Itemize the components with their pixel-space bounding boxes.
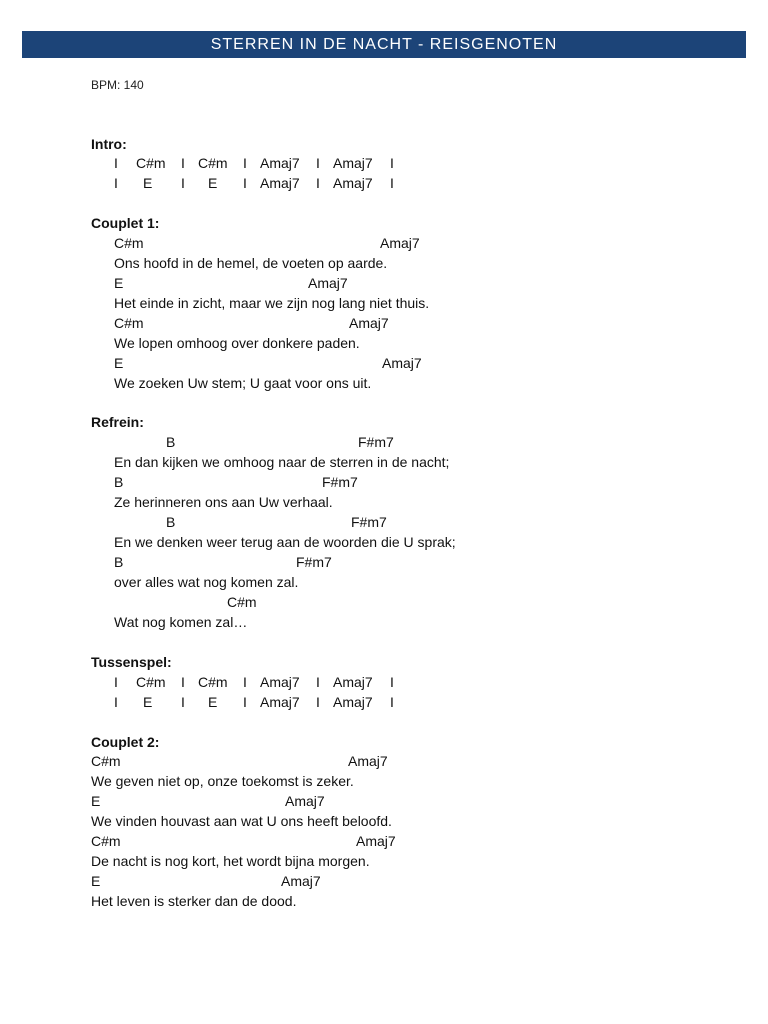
bar-line: I: [390, 674, 394, 690]
lyric-line: Ons hoofd in de hemel, de voeten op aarde.: [114, 255, 388, 271]
chord: Amaj7: [333, 155, 373, 171]
chord: E: [143, 694, 153, 710]
chord: C#m: [91, 833, 121, 849]
song-title: STERREN IN DE NACHT - REISGENOTEN: [210, 35, 558, 53]
lyric-line: En we denken weer terug aan de woorden die U sprak;: [114, 534, 456, 550]
chord: B: [114, 554, 124, 570]
chord: F#m7: [296, 554, 332, 570]
chord: C#m: [136, 155, 166, 171]
chord: E: [208, 175, 218, 191]
bar-line: I: [316, 155, 320, 171]
bar-line: I: [243, 175, 247, 191]
chord: C#m: [227, 594, 257, 610]
bar-line: I: [316, 694, 320, 710]
chord: C#m: [114, 235, 144, 251]
lyric-line: We geven niet op, onze toekomst is zeker.: [91, 773, 354, 789]
chord: C#m: [136, 674, 166, 690]
lyric-line: En dan kijken we omhoog naar de sterren in de nacht;: [114, 454, 450, 470]
bar-line: I: [114, 694, 118, 710]
chord: Amaj7: [356, 833, 396, 849]
chord: Amaj7: [285, 793, 325, 809]
bpm-label: BPM: 140: [91, 78, 144, 92]
chord: Amaj7: [260, 694, 300, 710]
chord: B: [114, 474, 124, 490]
chord: Amaj7: [333, 175, 373, 191]
tussenspel-heading: Tussenspel:: [91, 654, 172, 670]
chord: Amaj7: [260, 155, 300, 171]
chord: Amaj7: [333, 694, 373, 710]
chord: Amaj7: [348, 753, 388, 769]
chord: E: [114, 355, 124, 371]
bar-line: I: [243, 155, 247, 171]
bar-line: I: [316, 674, 320, 690]
bar-line: I: [390, 175, 394, 191]
bar-line: I: [390, 694, 394, 710]
chord: B: [166, 434, 176, 450]
lyric-line: Het leven is sterker dan de dood.: [91, 893, 297, 909]
chord: F#m7: [358, 434, 394, 450]
lyric-line: Het einde in zicht, maar we zijn nog lang niet thuis.: [114, 295, 430, 311]
bar-line: I: [390, 155, 394, 171]
couplet2-heading: Couplet 2:: [91, 734, 160, 750]
lyric-line: Ze herinneren ons aan Uw verhaal.: [114, 494, 333, 510]
chord: Amaj7: [308, 275, 348, 291]
bar-line: I: [243, 674, 247, 690]
lyric-line: We zoeken Uw stem; U gaat voor ons uit.: [114, 375, 372, 391]
lyric-line: Wat nog komen zal…: [114, 614, 248, 630]
lyric-line: We vinden houvast aan wat U ons heeft beloofd.: [91, 813, 392, 829]
chord: E: [143, 175, 153, 191]
chord: F#m7: [322, 474, 358, 490]
intro-heading: Intro:: [91, 136, 127, 152]
chord: F#m7: [351, 514, 387, 530]
chord: E: [91, 873, 101, 889]
chord: Amaj7: [380, 235, 420, 251]
bar-line: I: [114, 674, 118, 690]
bar-line: I: [181, 155, 185, 171]
lyric-line: De nacht is nog kort, het wordt bijna morgen.: [91, 853, 370, 869]
chord: B: [166, 514, 176, 530]
lyric-line: over alles wat nog komen zal.: [114, 574, 299, 590]
song-title-bar: [22, 31, 746, 58]
bar-line: I: [114, 175, 118, 191]
lyric-line: We lopen omhoog over donkere paden.: [114, 335, 360, 351]
bar-line: I: [181, 694, 185, 710]
chord: C#m: [114, 315, 144, 331]
chord: Amaj7: [260, 175, 300, 191]
chord: Amaj7: [333, 674, 373, 690]
bar-line: I: [181, 674, 185, 690]
chord: Amaj7: [260, 674, 300, 690]
bar-line: I: [316, 175, 320, 191]
refrein-heading: Refrein:: [91, 414, 144, 430]
bar-line: I: [243, 694, 247, 710]
chord: C#m: [91, 753, 121, 769]
couplet1-heading: Couplet 1:: [91, 215, 160, 231]
bar-line: I: [181, 175, 185, 191]
chord: E: [208, 694, 218, 710]
chord: Amaj7: [281, 873, 321, 889]
chord: C#m: [198, 674, 228, 690]
bar-line: I: [114, 155, 118, 171]
chord: Amaj7: [382, 355, 422, 371]
chord: Amaj7: [349, 315, 389, 331]
chord: E: [91, 793, 101, 809]
chord: C#m: [198, 155, 228, 171]
chord: E: [114, 275, 124, 291]
